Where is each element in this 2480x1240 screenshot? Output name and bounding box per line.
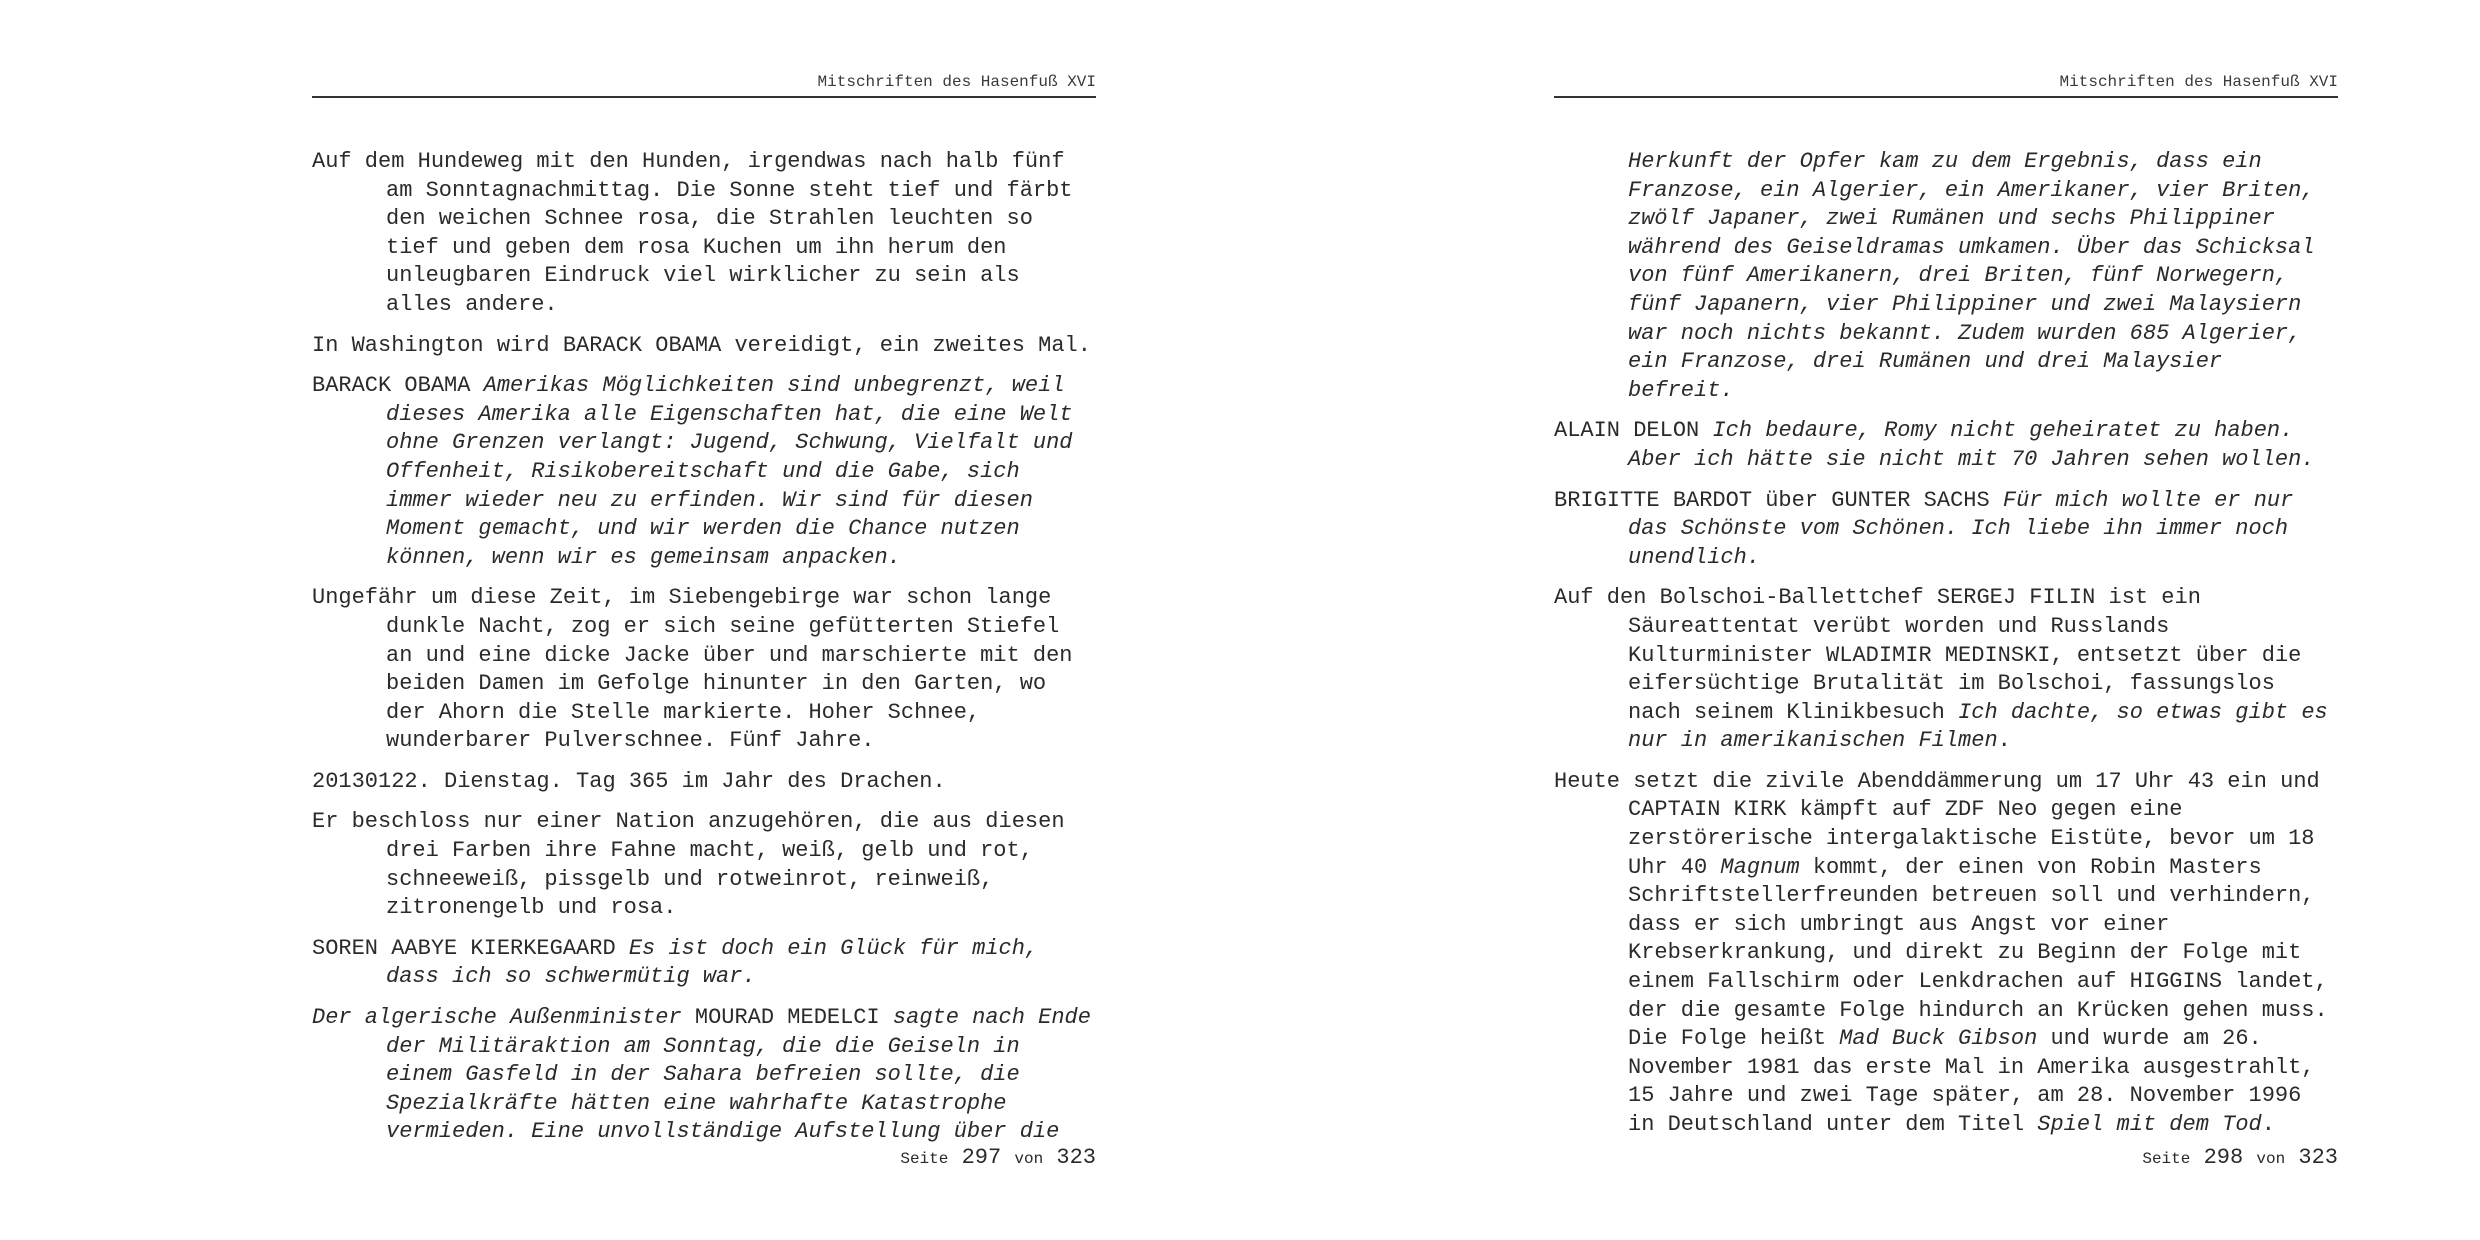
- italic-text: Herkunft der Opfer kam zu dem Ergebnis, dass ein Franzose, ein Algerier, ein Amerikaner, vier Briten, zwölf Japaner, zwei Rumänen und sechs Philippiner während des Geiseldramas umkamen. Über das Schicksal von fünf Amerikanern, drei Briten, fünf Norwegern, fünf Japanern, vier Philippiner und zwei Malaysiern war noch nichts bekannt. Zudem wurden 685 Algerier, ein Franzose, drei Rumänen und drei Malaysier befreit.: [1628, 149, 2315, 403]
- text-run: kommt, der einen von Robin Masters Schriftstellerfreunden betreuen soll und verhindern, dass er sich umbringt aus Angst vor einer Krebserkrankung, und direkt zu Beginn der Folge mit einem Fallschirm oder Lenkdrachen auf HIGGINS landet, der die gesamte Folge hindurch an Krücken gehen muss. Die Folge heißt: [1628, 854, 2328, 1052]
- page-of: von: [2256, 1150, 2286, 1168]
- text-run: Auf dem Hundeweg mit den Hunden, irgendwas nach halb fünf am Sonntagnachmittag. Die Sonne steht tief und färbt den weichen Schnee rosa, die Strahlen leuchten so tief und geben dem rosa Kuchen um ihn herum den unleugbaren Eindruck viel wirklicher zu sein als alles andere.: [312, 149, 1073, 317]
- text-run: SOREN AABYE KIERKEGAARD: [312, 935, 629, 961]
- page-body: [312, 148, 1096, 1159]
- text-run: und wurde am 26. November 1981 das erste Mal in Amerika ausgestrahlt, 15 Jahre und zwei Tage später, am 28. November 1996 in Deutschland unter dem Titel: [1628, 1026, 2315, 1137]
- italic-text: sagte nach Ende der Militäraktion am Sonntag, die die Geiseln in einem Gasfeld in der Sahara befreien sollte, die Spezialkräfte hätten eine wahrhafte Katastrophe vermieden. Eine unvollständige Aufstellung über die: [386, 1005, 1091, 1145]
- page-right: [1554, 0, 2338, 1240]
- page-number: [2142, 1144, 2338, 1173]
- italic-text: Für mich wollte er nur das Schönste vom Schönen. Ich liebe ihn immer noch unendlich.: [1628, 487, 2294, 570]
- paragraph: [312, 332, 1096, 361]
- italic-text: Der algerische Außenminister: [312, 1005, 695, 1031]
- paragraph: [1554, 768, 2338, 1140]
- page-total: 323: [2298, 1145, 2338, 1170]
- italic-text: Amerikas Möglichkeiten sind unbegrenzt, weil dieses Amerika alle Eigenschaften hat, die eine Welt ohne Grenzen verlangt: Jugend, Schwung, Vielfalt und Offenheit, Risikobereitschaft und die Gabe, sich immer wieder neu zu erfinden. Wir sind für diesen Moment gemacht, und wir werden die Chance nutzen können, wenn wir es gemeinsam anpacken.: [386, 373, 1073, 570]
- paragraph: [312, 808, 1096, 922]
- text-run: MOURAD MEDELCI: [694, 1005, 893, 1031]
- text-run: Heute setzt die zivile Abenddämmerung um 17 Uhr 43 ein und CAPTAIN KIRK kämpft auf ZDF Neo gegen eine zerstörerische intergalaktische Eistüte, bevor um 18 Uhr 40: [1554, 768, 2320, 880]
- page-total: 323: [1056, 1145, 1096, 1170]
- page-number: [900, 1144, 1096, 1173]
- page-left: [312, 0, 1096, 1240]
- paragraph: [312, 768, 1096, 797]
- page-current: 297: [961, 1145, 1002, 1170]
- paragraph: [312, 372, 1096, 572]
- page-current: 298: [2203, 1145, 2244, 1170]
- paragraph: [1554, 487, 2338, 573]
- text-run: Auf den Bolschoi-Ballettchef SERGEJ FILIN ist ein Säureattentat verübt worden und Russlands Kulturminister WLADIMIR MEDINSKI, entsetzt über die eifersüchtige Brutalität im Bolschoi, fassungslos nach seinem Klinikbesuch: [1554, 585, 2302, 725]
- text-run: ALAIN DELON: [1554, 418, 1713, 444]
- paragraph: [1554, 417, 2338, 474]
- text-run: BRIGITTE BARDOT über GUNTER SACHS: [1554, 487, 2003, 513]
- paragraph: [312, 935, 1096, 992]
- italic-text: Magnum: [1720, 854, 1800, 880]
- italic-text: Mad Buck Gibson: [1839, 1026, 2038, 1052]
- italic-text: Es ist doch ein Glück für mich, dass ich so schwermütig war.: [386, 935, 1039, 990]
- paragraph: [1554, 148, 2338, 405]
- italic-text: Ich bedaure, Romy nicht geheiratet zu haben. Aber ich hätte sie nicht mit 70 Jahren sehen wollen.: [1628, 418, 2315, 472]
- page-label: Seite: [900, 1150, 949, 1168]
- italic-text: Ich dachte, so etwas gibt es nur in amerikanischen Filmen: [1628, 699, 2328, 754]
- text-run: 20130122. Dienstag. Tag 365 im Jahr des Drachen.: [312, 768, 946, 794]
- text-run: Ungefähr um diese Zeit, im Siebengebirge war schon lange dunkle Nacht, zog er sich seine gefütterten Stiefel an und eine dicke Jacke über und marschierte mit den beiden Damen im Gefolge hinunter in den Garten, wo der Ahorn die Stelle markierte. Hoher Schnee, wunderbarer Pulverschnee. Fünf Jahre.: [312, 585, 1073, 754]
- text-run: BARACK OBAMA: [312, 373, 484, 399]
- page-label: Seite: [2142, 1150, 2191, 1168]
- text-run: Er beschloss nur einer Nation anzugehören, die aus diesen drei Farben ihre Fahne macht, weiß, gelb und rot, schneeweiß, pissgelb und rotweinrot, reinweiß, zitronengelb und rosa.: [312, 809, 1065, 921]
- paragraph: [1554, 584, 2338, 756]
- paragraph: [312, 1004, 1096, 1147]
- page-body: [1554, 148, 2338, 1152]
- text-run: In Washington wird BARACK OBAMA vereidigt, ein zweites Mal.: [312, 332, 1091, 358]
- text-run: .: [2261, 1112, 2275, 1137]
- text-run: .: [1997, 728, 2011, 754]
- page-of: von: [1014, 1150, 1044, 1168]
- paragraph: [312, 584, 1096, 756]
- italic-text: Spiel mit dem Tod: [2037, 1112, 2262, 1137]
- running-header: Mitschriften des Hasenfuß XVI: [312, 70, 1096, 98]
- paragraph: [312, 148, 1096, 320]
- running-header: Mitschriften des Hasenfuß XVI: [1554, 70, 2338, 98]
